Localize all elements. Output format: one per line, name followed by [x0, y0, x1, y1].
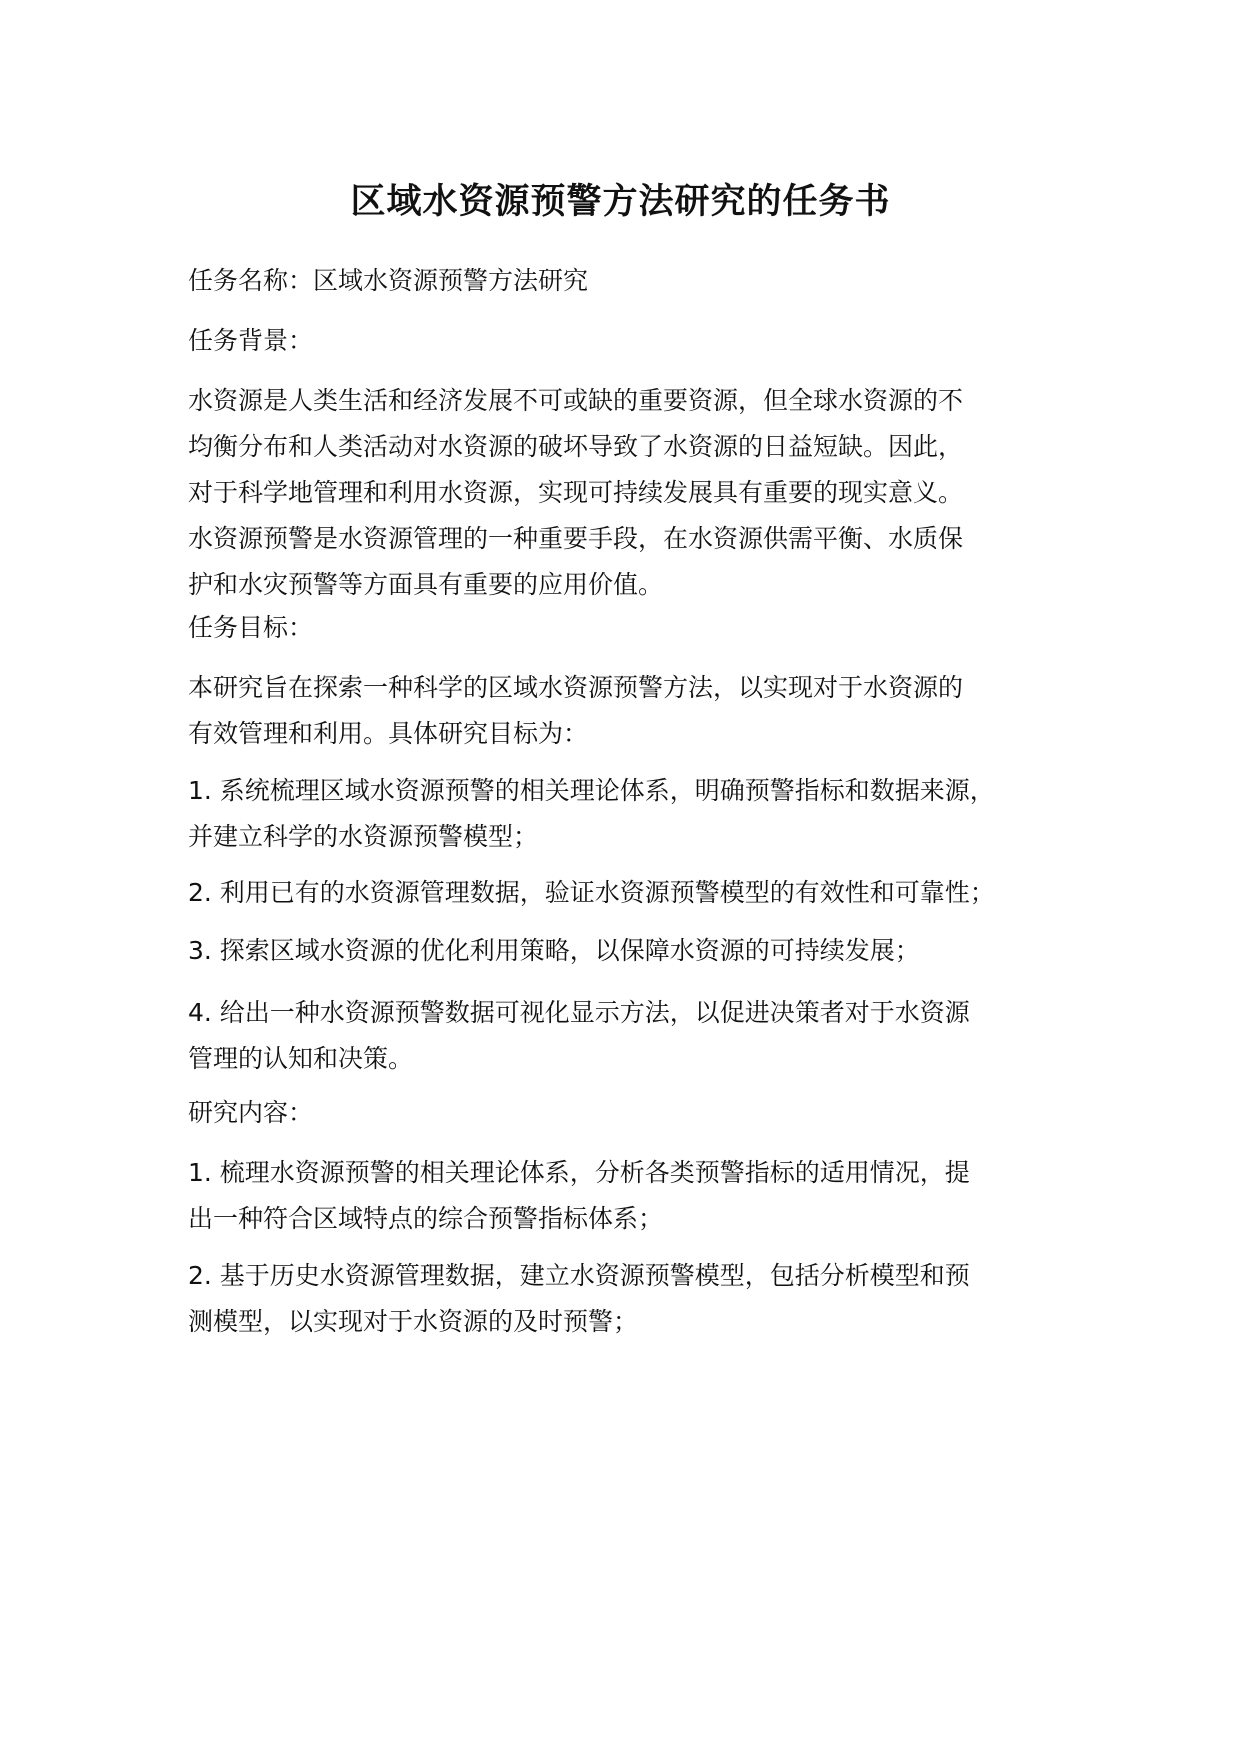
- content-item-2: [188, 1253, 1088, 1345]
- paragraph-line: 对于科学地管理和利用水资源，实现可持续发展具有重要的现实意义。: [188, 478, 964, 507]
- task-name: 任务名称：区域水资源预警方法研究: [188, 266, 589, 295]
- paragraph-line: 管理的认知和决策。: [188, 1044, 414, 1073]
- paragraph-line: 2. 基于历史水资源管理数据，建立水资源预警模型，包括分析模型和预: [188, 1261, 970, 1290]
- goal-item-3: 3. 探索区域水资源的优化利用策略，以保障水资源的可持续发展；: [188, 936, 920, 965]
- paragraph-line: 出一种符合区域特点的综合预警指标体系；: [188, 1204, 664, 1233]
- paragraph-line: 1. 梳理水资源预警的相关理论体系，分析各类预警指标的适用情况，提: [188, 1158, 970, 1187]
- content-item-1: [188, 1150, 1088, 1242]
- background-paragraph: [188, 378, 1088, 608]
- goal-item-4: [188, 990, 1088, 1082]
- content-heading: 研究内容：: [188, 1098, 314, 1127]
- paragraph-line: 1. 系统梳理区域水资源预警的相关理论体系，明确预警指标和数据来源，: [188, 776, 995, 805]
- paragraph-line: 均衡分布和人类活动对水资源的破坏导致了水资源的日益短缺。因此，: [188, 432, 964, 461]
- paragraph-line: 测模型，以实现对于水资源的及时预警；: [188, 1307, 639, 1336]
- paragraph-line: 水资源是人类生活和经济发展不可或缺的重要资源，但全球水资源的不: [188, 386, 964, 415]
- goal-item-1: [188, 768, 1088, 860]
- paragraph-line: 水资源预警是水资源管理的一种重要手段，在水资源供需平衡、水质保: [188, 524, 964, 553]
- goal-heading: 任务目标：: [188, 613, 314, 642]
- paragraph-line: 4. 给出一种水资源预警数据可视化显示方法，以促进决策者对于水资源: [188, 998, 970, 1027]
- document-title: 区域水资源预警方法研究的任务书: [350, 182, 891, 222]
- goal-item-2: 2. 利用已有的水资源管理数据，验证水资源预警模型的有效性和可靠性；: [188, 878, 995, 907]
- paragraph-line: 并建立科学的水资源预警模型；: [188, 822, 539, 851]
- goal-intro-paragraph: [188, 665, 1088, 757]
- paragraph-line: 本研究旨在探索一种科学的区域水资源预警方法，以实现对于水资源的: [188, 673, 964, 702]
- paragraph-line: 有效管理和利用。具体研究目标为：: [188, 719, 589, 748]
- paragraph-line: 护和水灾预警等方面具有重要的应用价值。: [188, 570, 664, 599]
- background-heading: 任务背景：: [188, 326, 314, 355]
